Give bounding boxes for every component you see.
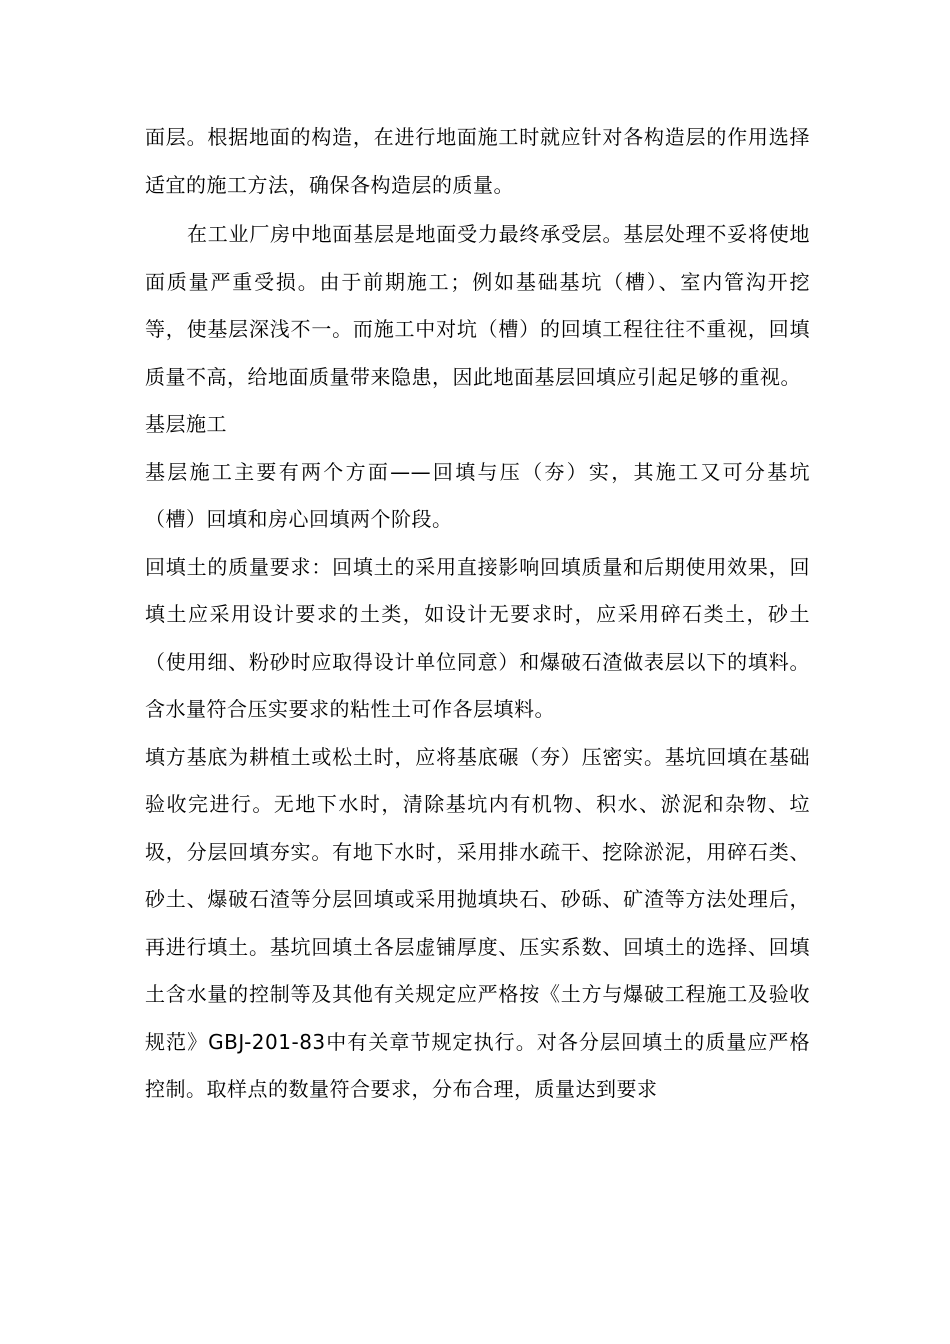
paragraph-fill-base-treatment: 填方基底为耕植土或松土时，应将基底碾（夯）压密实。基坑回填在基础验收完进行。无地下水时，清除基坑内有机物、积水、淤泥和杂物、垃圾，分层回填夯实。有地下水时，采用排水疏干、挖除淤泥，用碎石类、砂土、爆破石渣等分层回填或采用抛填块石、砂砾、矿渣等方法处理后，再进行填土。基坑回填土各层虚铺厚度、压实系数、回填土的选择、回填土含水量的控制等及其他有关规定应严格按《土方与爆破工程施工及验收规范》GBJ-201-83中有关章节规定执行。对各分层回填土的质量应严格控制。取样点的数量符合要求，分布合理，质量达到要求 (145, 744, 810, 1101)
paragraph-intro-continuation: 面层。根据地面的构造，在进行地面施工时就应针对各构造层的作用选择适宜的施工方法，确保各构造层的质量。 (145, 125, 810, 197)
paragraph-base-layer-importance: 在工业厂房中地面基层是地面受力最终承受层。基层处理不妥将使地面质量严重受损。由于前期施工；例如基础基坑（槽）、室内管沟开挖等，使基层深浅不一。而施工中对坑（槽）的回填工程往往不重视，回填质量不高，给地面质量带来隐患，因此地面基层回填应引起足够的重视。 (145, 222, 810, 389)
paragraph-backfill-quality-requirements: 回填土的质量要求：回填土的采用直接影响回填质量和后期使用效果，回填土应采用设计要求的土类，如设计无要求时，应采用碎石类土，砂土（使用细、粉砂时应取得设计单位同意）和爆破石渣做表层以下的填料。含水量符合压实要求的粘性土可作各层填料。 (145, 554, 810, 721)
section-heading-base-construction: 基层施工 (145, 412, 227, 436)
paragraph-base-construction-aspects: 基层施工主要有两个方面——回填与压（夯）实，其施工又可分基坑（槽）回填和房心回填两个阶段。 (145, 459, 810, 531)
document-body (145, 114, 810, 1114)
